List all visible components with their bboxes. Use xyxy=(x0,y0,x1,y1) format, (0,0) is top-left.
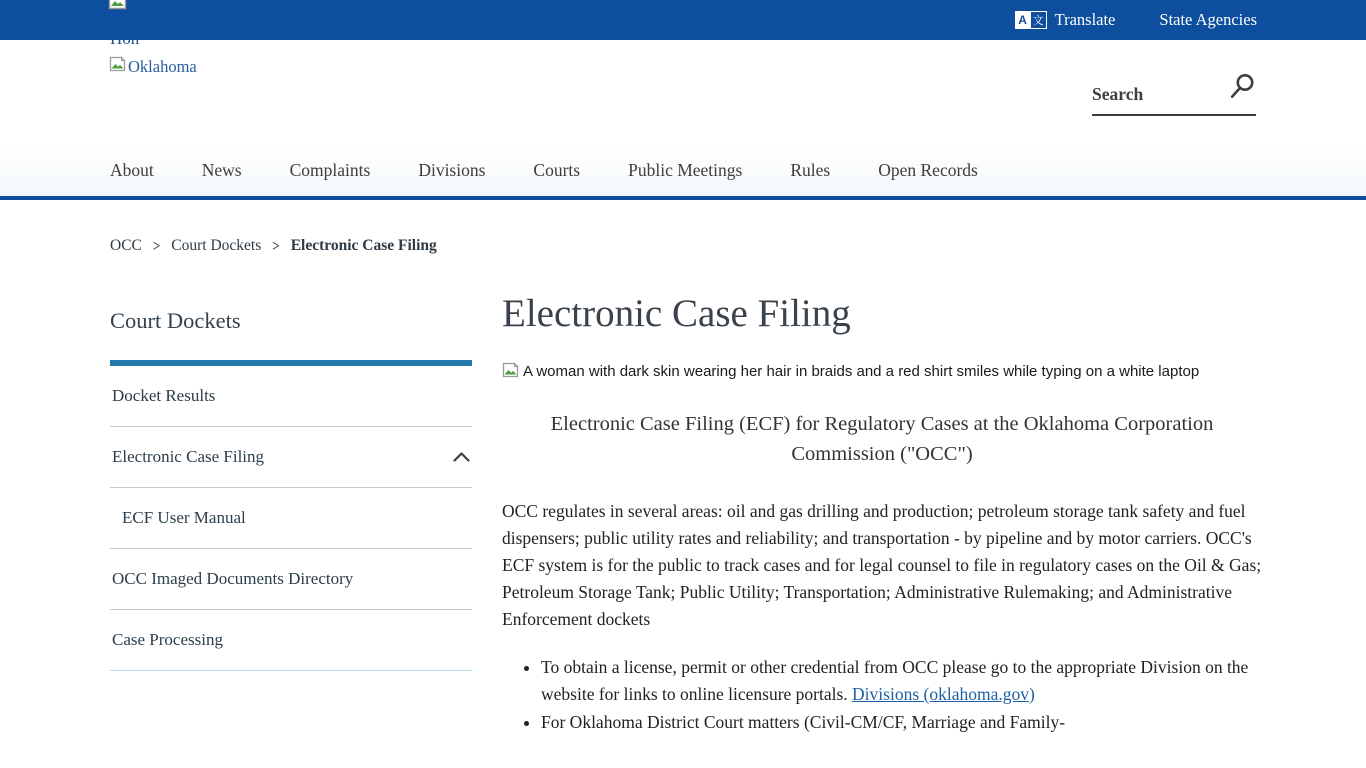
translate-icon xyxy=(1015,11,1047,29)
topbar-links xyxy=(1015,0,1257,40)
state-agencies-label: State Agencies xyxy=(1159,10,1257,29)
sidebar-item-case-processing[interactable] xyxy=(110,610,472,671)
page-title: Electronic Case Filing xyxy=(502,292,851,335)
breadcrumb xyxy=(110,237,437,255)
bullet-licensure xyxy=(541,654,1262,708)
chevron-right-icon: > xyxy=(152,236,161,255)
sidebar-item-occ-imaged-documents-directory[interactable] xyxy=(110,549,472,610)
sidebar-title: Court Dockets xyxy=(110,308,241,333)
nav-item-complaints[interactable]: Complaints xyxy=(289,160,371,180)
intro-paragraph: OCC regulates in several areas: oil and gas drilling and production; petroleum storage tank safety and fuel dispensers; public utility rates and reliability; and transportation - by pipeline and by motor carriers. OCC's ECF system is for the public to track cases and for legal counsel to file in regulatory cases on the Oil & Gas; Petroleum Storage Tank; Public Utility; Transportation; Administrative Rulemaking; and Administrative Enforcement dockets xyxy=(502,500,1262,629)
nav-item-public-meetings[interactable]: Public Meetings xyxy=(628,160,743,180)
primary-navigation xyxy=(0,145,1366,200)
bullet-district-court xyxy=(541,709,1262,736)
search-icon[interactable] xyxy=(1229,72,1256,105)
nav-item-divisions[interactable]: Divisions xyxy=(418,160,486,180)
translate-label: Translate xyxy=(1054,10,1116,29)
breadcrumb-occ[interactable]: OCC xyxy=(110,237,142,254)
breadcrumb-current-page: Electronic Case Filing xyxy=(290,237,437,254)
sidebar-item-ecf-user-manual[interactable] xyxy=(110,488,472,549)
sidebar-item-label: Case Processing xyxy=(112,630,223,649)
sidebar-item-electronic-case-filing[interactable] xyxy=(110,427,472,488)
nav-item-rules[interactable]: Rules xyxy=(790,160,831,180)
sidebar xyxy=(110,308,472,671)
sidebar-item-label: Docket Results xyxy=(112,386,216,405)
main-content xyxy=(502,292,1262,737)
nav-item-about[interactable]: About xyxy=(110,160,154,180)
top-utility-bar xyxy=(0,0,1366,40)
oklahoma-logo-alt-text: Oklahoma xyxy=(128,56,197,76)
sidebar-menu xyxy=(110,366,472,671)
translate-icon-latin: A xyxy=(1015,11,1031,29)
sidebar-item-label: ECF User Manual xyxy=(122,508,246,527)
sidebar-item-label: OCC Imaged Documents Directory xyxy=(112,569,354,588)
nav-item-courts[interactable]: Courts xyxy=(533,160,581,180)
search-input[interactable] xyxy=(1092,72,1256,116)
breadcrumb-court-dockets[interactable]: Court Dockets xyxy=(171,237,262,254)
state-agencies-link[interactable] xyxy=(1159,10,1257,30)
broken-image-icon xyxy=(502,362,519,382)
bullet-text: For Oklahoma District Court matters (Civil-CM/CF, Marriage and Family- xyxy=(541,711,1066,732)
sidebar-item-docket-results[interactable] xyxy=(110,366,472,427)
content-subtitle: Electronic Case Filing (ECF) for Regulatory Cases at the Oklahoma Corporation Commission ("OCC") xyxy=(550,412,1214,465)
nav-item-news[interactable]: News xyxy=(201,160,242,180)
translate-icon-cjk: 文 xyxy=(1031,11,1047,29)
oklahoma-logo-link[interactable] xyxy=(109,56,197,77)
sidebar-item-label: Electronic Case Filing xyxy=(112,447,265,466)
broken-image-icon[interactable] xyxy=(108,0,127,15)
bullet-text: To obtain a license, permit or other credential from OCC please go to the appropriate Division on the website for links to online licensure portals. xyxy=(541,656,1249,704)
nav-item-open-records[interactable]: Open Records xyxy=(878,160,978,180)
hero-image-broken xyxy=(502,362,1262,382)
info-bullet-list xyxy=(502,654,1262,736)
translate-button[interactable] xyxy=(1015,10,1116,30)
chevron-up-icon[interactable] xyxy=(453,447,470,467)
hero-image-alt-text: A woman with dark skin wearing her hair in braids and a red shirt smiles while typing on a white laptop xyxy=(523,363,1200,381)
divisions-link[interactable]: Divisions (oklahoma.gov) xyxy=(852,683,1035,704)
chevron-right-icon: > xyxy=(272,236,280,255)
broken-image-icon xyxy=(109,56,126,77)
search-placeholder: Search xyxy=(1092,84,1144,104)
